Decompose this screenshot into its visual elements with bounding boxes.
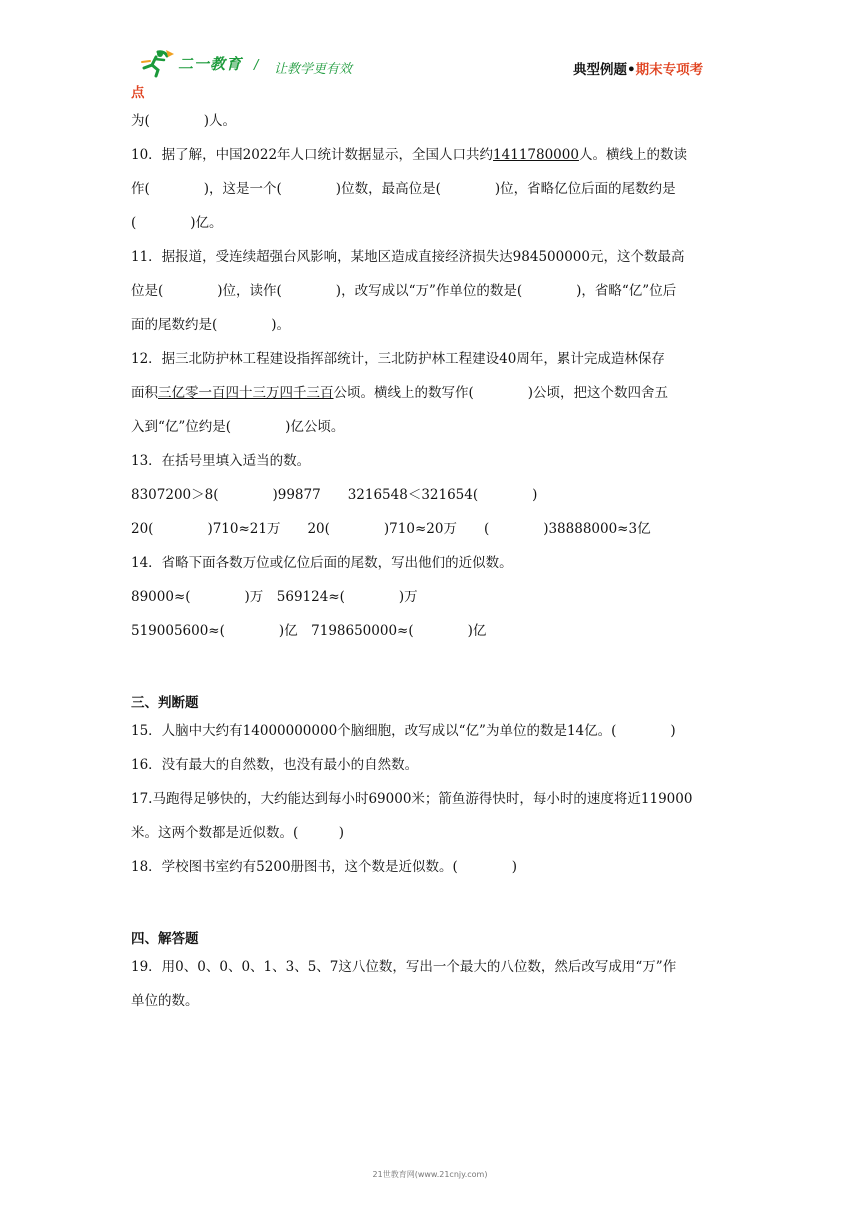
q10-text-post: 人。横线上的数读: [578, 147, 687, 163]
question-10-line-3: ( )亿。: [131, 215, 223, 231]
section-3-heading: 三、判断题: [131, 695, 199, 711]
q12-text-post: 公顷。横线上的数写作( )公顷，把这个数四舍五: [333, 385, 669, 401]
q12-underlined-number: 三亿零一百四十三万四千三百: [158, 385, 334, 401]
question-12-line-2: [131, 384, 668, 402]
question-10-line-1: [131, 146, 687, 164]
question-11-line-3: 面的尾数约是( )。: [131, 317, 291, 333]
question-12-line-1: 12．据三北防护林工程建设指挥部统计，三北防护林工程建设40周年，累计完成造林保存: [131, 351, 665, 367]
runner-icon: [136, 48, 176, 78]
question-14-line-3: 519005600≈( )亿 7198650000≈( )亿: [131, 623, 487, 639]
question-11-line-1: 11．据报道，受连续超强台风影响，某地区造成直接经济损失达984500000元，这个数最高: [131, 249, 685, 265]
header-tag-red: 期末专项考: [635, 62, 704, 78]
page-footer: 21世教育网(www.21cnjy.com): [372, 1170, 488, 1179]
page-header: [0, 0, 860, 100]
q12-text-pre: 面积: [131, 385, 158, 401]
question-13-line-1: 13．在括号里填入适当的数。: [131, 453, 311, 469]
question-16: 16．没有最大的自然数，也没有最小的自然数。: [131, 757, 419, 773]
question-15: 15．人脑中大约有14000000000个脑细胞，改写成以“亿”为单位的数是14亿。( ): [131, 723, 676, 739]
header-tag: [573, 58, 703, 78]
question-13-line-2: 8307200＞8( )99877 3216548＜321654( ): [131, 487, 538, 503]
header-tag-black: 典型例题•: [573, 62, 636, 78]
question-14-line-2: 89000≈( )万 569124≈( )万: [131, 589, 418, 605]
header-tag-tail: 点: [131, 85, 145, 101]
question-17-line-1: 17.马跑得足够快的，大约能达到每小时69000米；箭鱼游得快时，每小时的速度将近119000: [131, 791, 693, 807]
text-line-9: 为( )人。: [131, 113, 237, 129]
question-18: 18．学校图书室约有5200册图书，这个数是近似数。( ): [131, 859, 518, 875]
question-12-line-3: 入到“亿”位约是( )亿公顷。: [131, 419, 345, 435]
question-13-line-3: 20( )710≈21万 20( )710≈20万 ( )38888000≈3亿: [131, 521, 651, 537]
q10-text-pre: 10．据了解，中国2022年人口统计数据显示，全国人口共约: [131, 147, 494, 163]
question-11-line-2: 位是( )位，读作( )，改写成以“万”作单位的数是( )，省略“亿”位后: [131, 283, 677, 299]
header-slogan: 让教学更有效: [274, 62, 353, 77]
question-19-line-2: 单位的数。: [131, 993, 199, 1009]
q10-underlined-number: 1411780000: [493, 147, 579, 163]
logo-text: 二一教育: [178, 54, 243, 73]
question-19-line-1: 19．用0、0、0、0、1、3、5、7这八位数，写出一个最大的八位数，然后改写成用“万”作: [131, 959, 677, 975]
logo: [136, 48, 242, 78]
header-divider: /: [254, 58, 259, 73]
section-4-heading: 四、解答题: [131, 931, 199, 947]
question-17-line-2: 米。这两个数都是近似数。( ): [131, 825, 345, 841]
question-14-line-1: 14．省略下面各数万位或亿位后面的尾数，写出他们的近似数。: [131, 555, 513, 571]
question-10-line-2: 作( )，这是一个( )位数，最高位是( )位，省略亿位后面的尾数约是: [131, 181, 676, 197]
